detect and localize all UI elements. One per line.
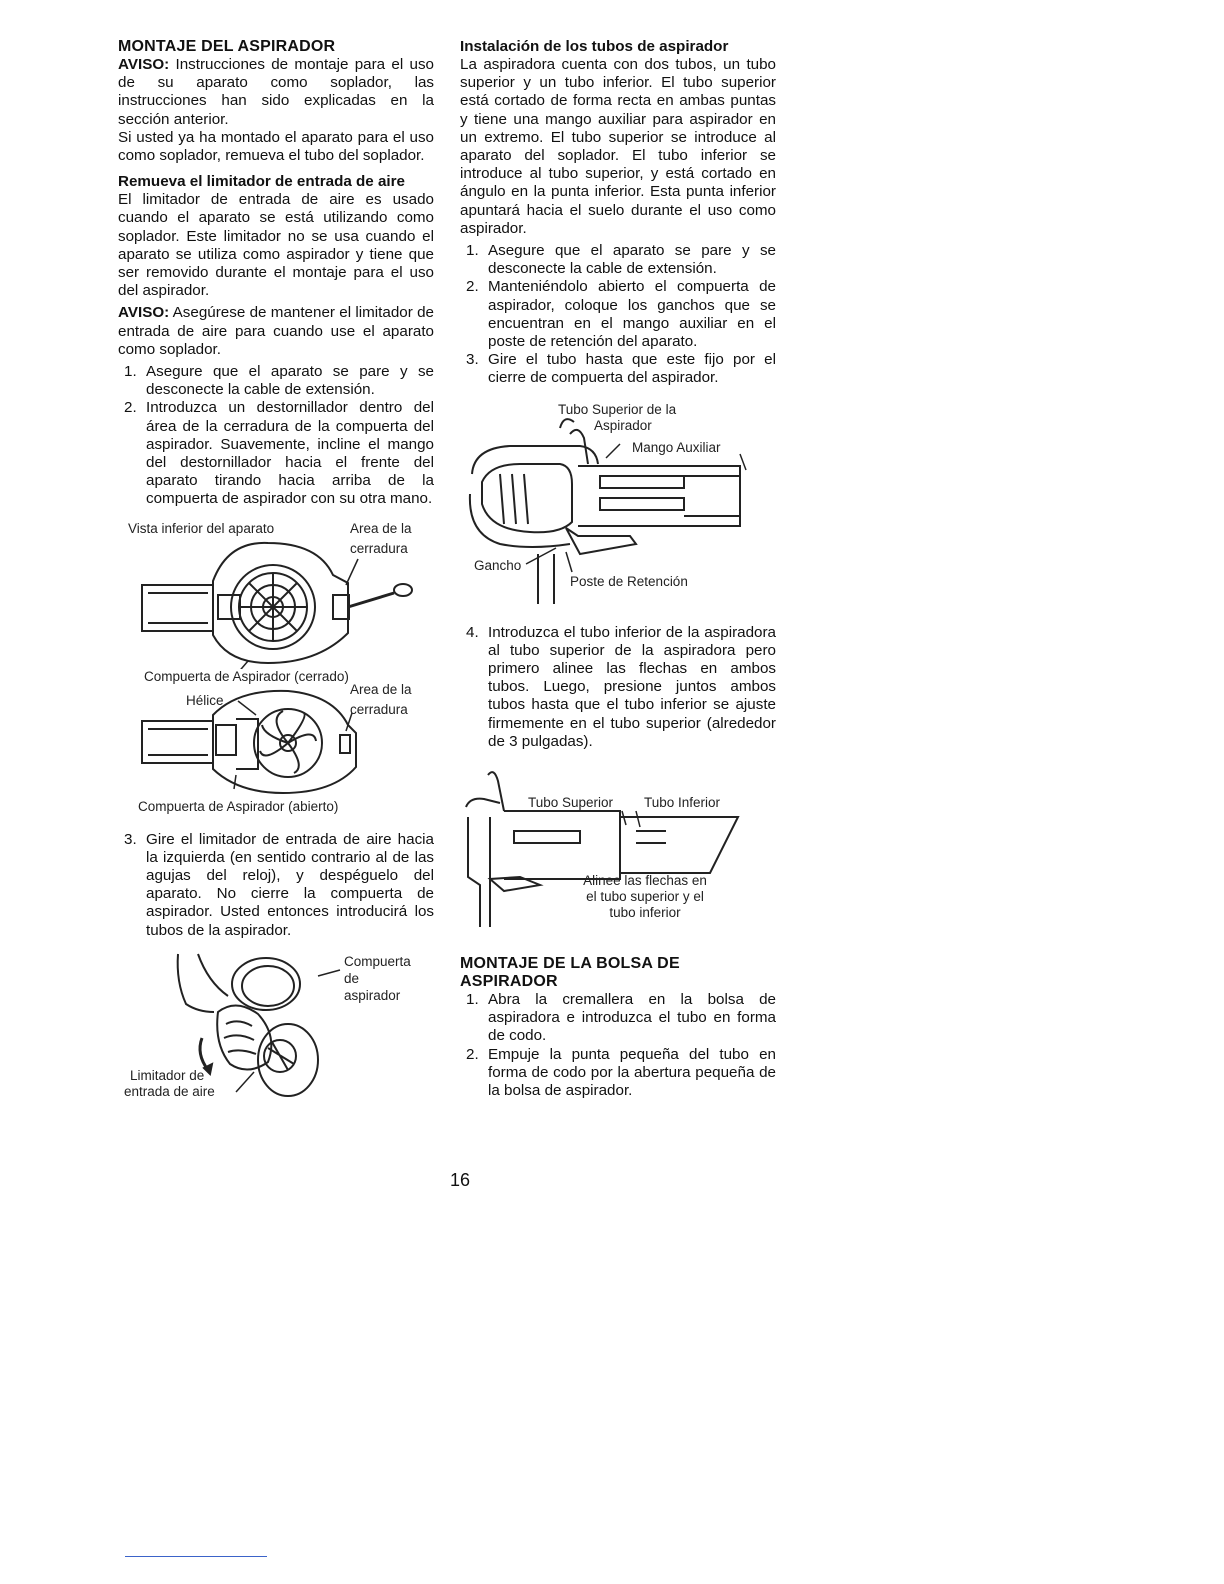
step-text: Asegure que el aparato se pare y se desconecte la cable de extensión. [488, 242, 776, 278]
figure-limiter-removal [118, 952, 434, 1102]
section-title-montaje-aspirador: MONTAJE DEL ASPIRADOR [118, 38, 336, 55]
caption-door-closed: Compuerta de Aspirador (cerrado) [144, 668, 349, 684]
figure-door-closed [118, 520, 434, 669]
paragraph-remove-blower-tube: Si usted ya ha montado el aparato para el uso como soplador, remueva el tubo del soplador. [118, 128, 434, 165]
step-number: 1. [466, 242, 479, 260]
list-item [460, 1046, 776, 1101]
step-number: 2. [466, 1045, 479, 1063]
label-compuerta-1: Compuerta [344, 953, 411, 969]
label-limitador-2: entrada de aire [124, 1083, 215, 1099]
list-item [460, 624, 776, 751]
figure-tube-alignment [460, 767, 776, 929]
figure-upper-tube-mount [460, 401, 776, 604]
label-tubo-superior: Tubo Superior [528, 795, 614, 811]
list-item [118, 831, 434, 940]
list-item [460, 991, 776, 1046]
steps-list [118, 363, 434, 509]
caption-door-open: Compuerta de Aspirador (abierto) [138, 798, 339, 814]
aviso-paragraph-2 [118, 304, 434, 359]
label-compuerta-2: de [344, 970, 360, 986]
label-area-cerradura-2: cerradura [350, 701, 408, 717]
aviso-paragraph-1 [118, 56, 434, 129]
label-vista-inferior: Vista inferior del aparato [128, 520, 275, 536]
section-title-montaje-bolsa: MONTAJE DE LA BOLSA DE ASPIRADOR [460, 955, 680, 991]
steps-list [118, 831, 434, 940]
paragraph-limiter-description: El limitador de entrada de aire es usado cuando el aparato se está utilizando como soplador. Este limitador no se usa cuando el aparato se utiliza como aspirador y tiene que ser removido durante el montaje para el uso del aspirador. [118, 191, 434, 300]
label-alinee-1: Alinee las flechas en [583, 873, 707, 889]
step-text: Introduzca el tubo inferior de la aspiradora al tubo superior de la aspiradora pero primero alinee las flechas en ambos tubos. Luego, presione juntos ambos tubos hasta que el tubo inferior se ajuste firmemente en el tubo superior (alrededor de 3 pulgadas). [488, 623, 776, 750]
label-tubo-superior-1: Tubo Superior de la [558, 401, 677, 417]
step-number: 4. [466, 623, 479, 641]
page-number: 16 [450, 1170, 471, 1190]
figure-door-open [118, 681, 434, 799]
step-number: 1. [124, 363, 137, 381]
steps-list [460, 242, 776, 388]
label-helice: Hélice [186, 692, 224, 708]
label-limitador-1: Limitador de [130, 1067, 205, 1083]
label-area-cerradura-1: Area de la [350, 681, 412, 697]
step-number: 3. [124, 830, 137, 848]
list-item [118, 363, 434, 399]
label-compuerta-3: aspirador [344, 987, 401, 1003]
step-number: 2. [124, 399, 137, 417]
step-text: Gire el limitador de entrada de aire hacia la izquierda (en sentido contrario al de las agujas del reloj), y despéguelo del aparato. No cierre la compuerta de aspirador. Usted entonces introducirá los tubos de la aspirador. [146, 830, 434, 939]
step-number: 3. [466, 351, 479, 369]
steps-list [460, 991, 776, 1100]
step-text: Abra la cremallera en la bolsa de aspiradora e introduzca el tubo en forma de codo. [488, 991, 776, 1045]
left-column [118, 38, 434, 1102]
right-column [460, 38, 776, 1100]
step-number: 2. [466, 278, 479, 296]
list-item [460, 242, 776, 278]
step-text: Asegure que el aparato se pare y se desconecte la cable de extensión. [146, 363, 434, 399]
footer-rule [125, 1556, 267, 1557]
list-item [118, 399, 434, 508]
label-tubo-inferior: Tubo Inferior [644, 795, 721, 811]
step-text: Introduzca un destornillador dentro del área de la cerradura de la compuerta del aspirador. Suavemente, incline el mango del destornillador hacia el frente del aparato tirando hacia arriba de la compuerta de aspirador con su otra mano. [146, 399, 434, 508]
aviso-text: Instrucciones de montaje para el uso de su aparato como soplador, las instrucciones han sido explicadas en la sección anterior. [118, 56, 434, 128]
label-area-cerradura-2: cerradura [350, 540, 408, 556]
paragraph-tubes-description: La aspiradora cuenta con dos tubos, un tubo superior y un tubo inferior. El tubo superior está cortado de forma recta en ambas puntas y tiene una mango auxiliar para aspirador en un extremo. El tubo superior se introduce al aparato del soplador. El tubo inferior se introduce al tubo superior, y está cortado en ángulo en la punta inferior. Esta punta inferior apuntará hacia el suelo durante el uso como aspirador. [460, 56, 776, 237]
step-number: 1. [466, 991, 479, 1009]
list-item [460, 351, 776, 387]
list-item [460, 278, 776, 351]
step-text: Empuje la punta pequeña del tubo en forma de codo por la abertura pequeña de la bolsa de aspirador. [488, 1045, 776, 1100]
steps-list [460, 624, 776, 751]
label-gancho: Gancho [474, 557, 522, 573]
aviso-label: AVISO: [118, 56, 170, 73]
aviso-text: Asegúrese de mantener el limitador de entrada de aire para cuando use el aparato como soplador. [118, 304, 434, 358]
label-mango-auxiliar: Mango Auxiliar [632, 439, 721, 455]
step-text: Manteniéndolo abierto el compuerta de aspirador, coloque los ganchos que se encuentran en el mango auxiliar en el poste de retención del aparato. [488, 278, 776, 351]
label-alinee-2: el tubo superior y el [586, 889, 704, 905]
subheading-install-tubes: Instalación de los tubos de aspirador [460, 38, 729, 55]
label-tubo-superior-2: Aspirador [594, 417, 652, 433]
subheading-remove-limiter: Remueva el limitador de entrada de aire [118, 173, 405, 191]
step-text: Gire el tubo hasta que este fijo por el cierre de compuerta del aspirador. [488, 351, 776, 387]
label-alinee-3: tubo inferior [609, 905, 681, 921]
label-area-cerradura-1: Area de la [350, 520, 412, 536]
label-poste-retencion: Poste de Retención [570, 573, 688, 589]
aviso-label: AVISO: [118, 304, 170, 322]
